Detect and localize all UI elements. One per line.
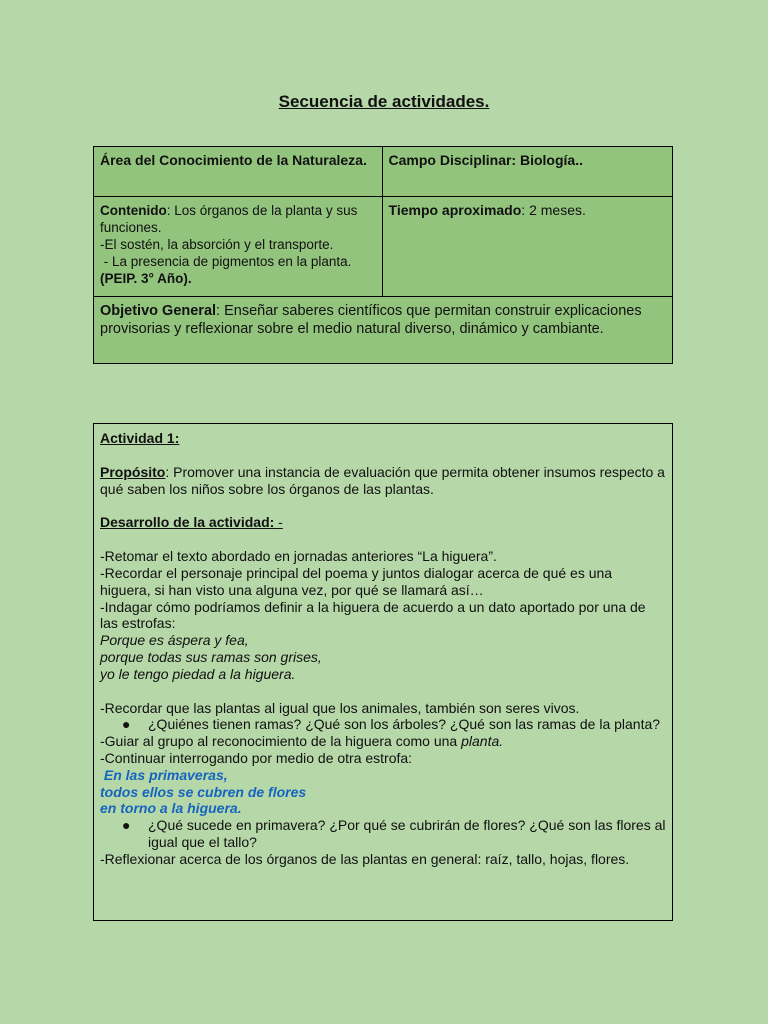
tiempo-cell: [382, 197, 672, 297]
info-table: [93, 146, 673, 364]
bullet-text-1: ¿Quiénes tienen ramas? ¿Qué son los árboles? ¿Qué son las ramas de la planta?: [148, 716, 661, 733]
activity-line-1: -Retomar el texto abordado en jornadas anteriores “La higuera”.: [100, 548, 497, 565]
contenido-cell: [94, 197, 383, 297]
tiempo-label: Tiempo aproximado: [388, 202, 522, 218]
bullet-list-1: [100, 716, 666, 733]
activity-line-2: -Recordar el personaje principal del poema y juntos dialogar acerca de qué es una higuera, si han visto una alguna vez, por qué se llamará así…: [100, 564, 613, 598]
poem2-line-3: en torno a la higuera.: [100, 800, 242, 817]
contenido-line2: -El sostén, la absorción y el transporte.: [100, 237, 334, 252]
poem1-line-3: yo le tengo piedad a la higuera.: [100, 665, 296, 682]
activity-box: [93, 423, 673, 921]
activity-line-3: -Indagar cómo podríamos definir a la higuera de acuerdo a un dato aportado por una de las estrofas:: [100, 598, 646, 632]
activity-line-5: -Guiar al grupo al reconocimiento de la higuera como una: [100, 733, 462, 750]
desarrollo-label: Desarrollo de la actividad:: [100, 514, 275, 531]
activity-line-7: -Reflexionar acerca de los órganos de las plantas en general: raíz, tallo, hojas, flores.: [100, 850, 630, 867]
poem1-line-1: Porque es áspera y fea,: [100, 632, 249, 649]
desarrollo-dash: -: [274, 514, 283, 531]
activity-line-5-emphasis: planta.: [461, 733, 504, 750]
poem1-line-2: porque todas sus ramas son grises,: [100, 648, 322, 665]
campo-label: Campo Disciplinar: Biología..: [388, 152, 583, 168]
page-title: Secuencia de actividades.: [278, 92, 490, 111]
tiempo-text: : 2 meses.: [521, 202, 586, 218]
bullet-dot-icon: ●: [122, 716, 131, 733]
area-cell: [94, 147, 383, 197]
activity-line-4: -Recordar que las plantas al igual que los animales, también son seres vivos.: [100, 699, 580, 716]
bullet-dot-icon: ●: [122, 817, 131, 834]
contenido-label: Contenido: [100, 203, 167, 218]
proposito-label: Propósito: [100, 463, 166, 480]
bullet-item-1: [122, 716, 666, 733]
contenido-line3: - La presencia de pigmentos en la planta.: [100, 254, 352, 269]
area-label: Área del Conocimiento de la Naturaleza.: [100, 152, 367, 168]
contenido-text: : Los órganos de la planta y sus funciones.: [100, 203, 358, 235]
contenido-peip: (PEIP. 3° Año).: [100, 271, 192, 286]
poem2-line-1: En las primaveras,: [100, 766, 228, 783]
activity-line-6: -Continuar interrogando por medio de otra estrofa:: [100, 749, 413, 766]
activity-heading: Actividad 1:: [100, 430, 180, 446]
objetivo-cell: [94, 297, 673, 364]
objetivo-label: Objetivo General: [100, 303, 217, 319]
poem2-line-2: todos ellos se cubren de flores: [100, 783, 307, 800]
bullet-list-2: [100, 817, 666, 851]
campo-cell: [382, 147, 672, 197]
objetivo-text: : Enseñar saberes científicos que permitan construir explicaciones provisorias y reflexionar sobre el medio natural diverso, dinámico y cambiante.: [100, 303, 642, 337]
proposito-text: : Promover una instancia de evaluación que permita obtener insumos respecto a qué saben los niños sobre los órganos de las plantas.: [100, 463, 665, 497]
bullet-item-2: [122, 817, 666, 851]
bullet-text-2: ¿Qué sucede en primavera? ¿Por qué se cubrirán de flores? ¿Qué son las flores al igual que el tallo?: [148, 817, 666, 850]
